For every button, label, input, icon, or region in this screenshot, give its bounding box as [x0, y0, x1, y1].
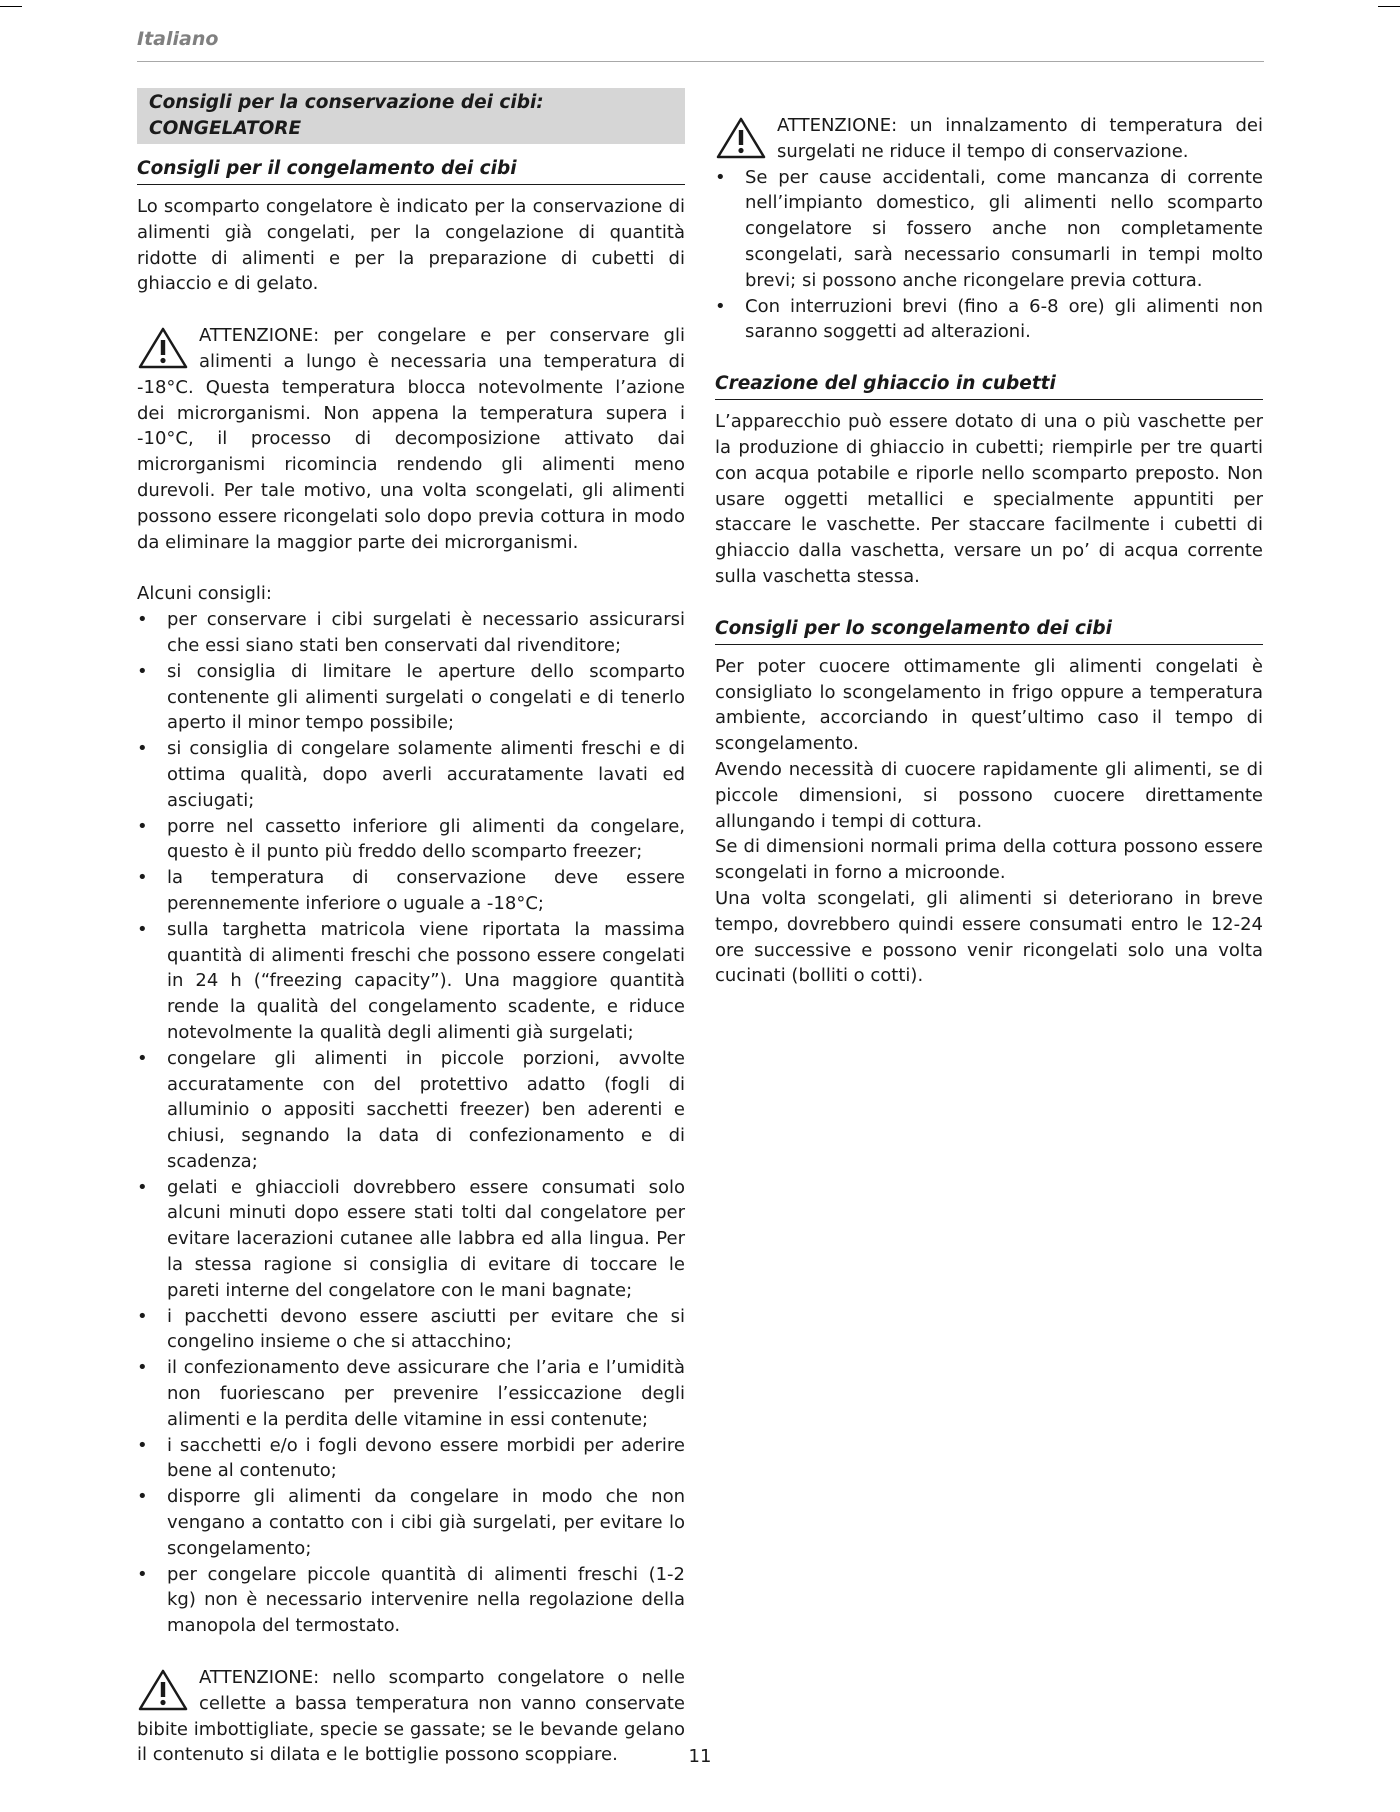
list-item: • Se per cause accidentali, come mancanza di corrente nell’impianto domestico, gli alimenti nello scomparto congelatore si fossero anche non completamente scongelati, sarà necessario consumarli in tempi molto brevi; si possono anche ricongelare previa cottura. [715, 165, 1263, 294]
language-label: Italiano [137, 28, 219, 50]
list-item: • i pacchetti devono essere asciutti per evitare che si congelino insieme o che si attacchino; [137, 1304, 685, 1356]
tips-list [137, 607, 685, 1639]
section-title: Consigli per la conservazione dei cibi: CONGELATORE [137, 88, 685, 144]
crop-mark-top-left [0, 6, 22, 7]
crop-mark-top-right [1378, 6, 1400, 7]
list-item: • si consiglia di congelare solamente alimenti freschi e di ottima qualità, dopo averli accuratamente lavati ed asciugati; [137, 736, 685, 813]
list-item: • i sacchetti e/o i fogli devono essere morbidi per aderire bene al contenuto; [137, 1433, 685, 1485]
tips-intro: Alcuni consigli: [137, 583, 272, 605]
right-column [715, 113, 1263, 989]
list-item: • la temperatura di conservazione deve essere perennemente inferiore o uguale a -18°C; [137, 865, 685, 917]
thaw-paragraph: Una volta scongelati, gli alimenti si deteriorano in breve tempo, dovrebbero quindi essere consumati entro le 12-24 ore successive e possono venir ricongelati solo una volta cucinati (bolliti o cotti). [715, 887, 1263, 987]
warning-triangle-icon [715, 116, 767, 160]
subheading-thawing: Consigli per lo scongelamento dei cibi [715, 616, 1263, 645]
thaw-paragraph: Avendo necessità di cuocere rapidamente gli alimenti, se di piccole dimensioni, si possono cuocere direttamente allungando i tempi di cottura. [715, 758, 1263, 832]
page-number: 11 [688, 1746, 712, 1767]
warning-text-right: ATTENZIONE: un innalzamento di temperatura dei surgelati ne riduce il tempo di conservazione. [777, 115, 1263, 162]
thaw-paragraph: Per poter cuocere ottimamente gli alimenti congelati è consigliato lo scongelamento in frigo oppure a temperatura ambiente, accorciando in quest’ultimo caso il tempo di scongelamento. [715, 655, 1263, 755]
warning-block-right [715, 113, 1263, 165]
list-item: • congelare gli alimenti in piccole porzioni, avvolte accuratamente con del protettivo adatto (fogli di alluminio o appositi sacchetti freezer) ben aderenti e chiusi, segnando la data di confezionamento e di scadenza; [137, 1046, 685, 1175]
list-item: • Con interruzioni brevi (fino a 6-8 ore) gli alimenti non saranno soggetti ad alterazioni. [715, 294, 1263, 346]
subheading-freezing: Consigli per il congelamento dei cibi [137, 156, 685, 185]
warning-triangle-icon [137, 1668, 189, 1712]
list-item: • disporre gli alimenti da congelare in modo che non vengano a contatto con i cibi già surgelati, per evitare lo scongelamento; [137, 1484, 685, 1561]
header-divider [137, 61, 1264, 62]
warning-block-1 [137, 323, 685, 555]
intro-paragraph: Lo scomparto congelatore è indicato per la conservazione di alimenti già congelati, per la congelazione di quantità ridotte di alimenti e per la preparazione di cubetti di ghiaccio e di gelato. [137, 196, 685, 295]
left-column [137, 88, 685, 1768]
warning-text-1: ATTENZIONE: per congelare e per conservare gli alimenti a lungo è necessaria una temperatura di -18°C. Questa temperatura blocca notevolmente l’azione dei microrganismi. Non appena la temperatura supera i -10°C, il processo di decomposizione attivato dai microrganismi ricomincia rendendo gli alimenti meno durevoli. Per tale motivo, una volta scongelati, gli alimenti possono essere ricongelati solo dopo previa cottura in modo da eliminare la maggior parte dei microrganismi. [137, 325, 685, 553]
list-item: • per congelare piccole quantità di alimenti freschi (1-2 kg) non è necessario intervenire nella regolazione della manopola del termostato. [137, 1562, 685, 1639]
list-item: • il confezionamento deve assicurare che l’aria e l’umidità non fuoriescano per prevenire l’essiccazione degli alimenti e la perdita delle vitamine in essi contenute; [137, 1355, 685, 1432]
list-item: • gelati e ghiaccioli dovrebbero essere consumati solo alcuni minuti dopo essere stati tolti dal congelatore per evitare lacerazioni cutanee alle labbra ed alla lingua. Per la stessa ragione si consiglia di evitare di toccare le pareti interne del congelatore con le mani bagnate; [137, 1175, 685, 1304]
warning-triangle-icon [137, 326, 189, 370]
list-item: • porre nel cassetto inferiore gli alimenti da congelare, questo è il punto più freddo dello scomparto freezer; [137, 814, 685, 866]
power-failure-list [715, 165, 1263, 346]
thaw-paragraph: Se di dimensioni normali prima della cottura possono essere scongelati in forno a microonde. [715, 836, 1263, 884]
warning-text-2: ATTENZIONE: nello scomparto congelatore o nelle cellette a bassa temperatura non vanno conservate bibite imbottigliate, specie se gassate; se le bevande gelano il contenuto si dilata e le bottiglie possono scoppiare. [137, 1667, 685, 1766]
list-item: • per conservare i cibi surgelati è necessario assicurarsi che essi siano stati ben conservati dal rivenditore; [137, 607, 685, 659]
subheading-ice-cubes: Creazione del ghiaccio in cubetti [715, 371, 1263, 400]
list-item: • si consiglia di limitare le aperture dello scomparto contenente gli alimenti surgelati o congelati e di tenerlo aperto il minor tempo possibile; [137, 659, 685, 736]
list-item: • sulla targhetta matricola viene riportata la massima quantità di alimenti freschi che possono essere congelati in 24 h (“freezing capacity”). Una maggiore quantità rende la qualità del congelamento scadente, e riduce notevolmente la qualità degli alimenti già surgelati; [137, 917, 685, 1046]
ice-paragraph: L’apparecchio può essere dotato di una o più vaschette per la produzione di ghiaccio in cubetti; riempirle per tre quarti con acqua potabile e riporle nello scomparto preposto. Non usare oggetti metallici e specialmente appuntiti per staccare le vaschette. Per staccare facilmente i cubetti di ghiaccio dalla vaschetta, versare un po’ di acqua corrente sulla vaschetta stessa. [715, 411, 1263, 587]
